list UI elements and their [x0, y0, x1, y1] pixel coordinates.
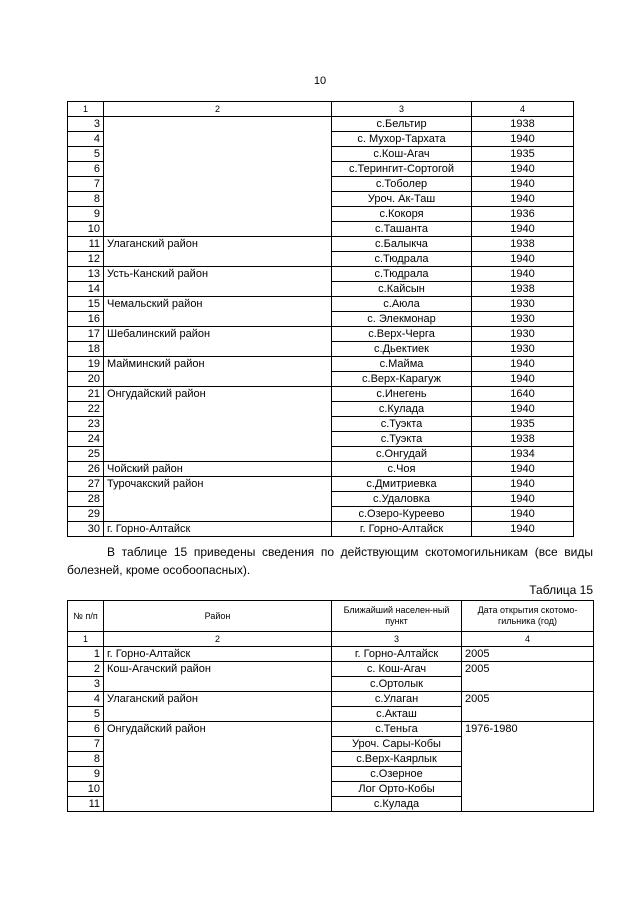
- row-number: 10: [68, 222, 104, 237]
- place-cell: с.Кулада: [332, 402, 472, 417]
- district-cell: [104, 447, 332, 462]
- year-cell: 1935: [472, 417, 574, 432]
- place-cell: с.Верх-Черга: [332, 327, 472, 342]
- place-cell: с.Балыкча: [332, 237, 472, 252]
- date-cell: [462, 737, 594, 752]
- district-cell: Онгудайский район: [104, 387, 332, 402]
- table1-body: [68, 102, 574, 537]
- place-cell: с.Кош-Агач: [332, 147, 472, 162]
- place-cell: с.Кокоря: [332, 207, 472, 222]
- row-number: 9: [68, 767, 104, 782]
- table2-body: [68, 601, 594, 812]
- year-cell: 1940: [472, 522, 574, 537]
- year-cell: 1940: [472, 267, 574, 282]
- header-cell: 1: [68, 102, 104, 117]
- date-cell: [462, 677, 594, 692]
- row-number: 25: [68, 447, 104, 462]
- place-cell: с.Ортолык: [332, 677, 462, 692]
- row-number: 19: [68, 357, 104, 372]
- district-cell: [104, 767, 332, 782]
- date-cell: [462, 752, 594, 767]
- year-cell: 1930: [472, 342, 574, 357]
- year-cell: 1940: [472, 507, 574, 522]
- table-row: [68, 252, 574, 267]
- place-cell: г. Горно-Алтайск: [332, 522, 472, 537]
- table-row: [68, 417, 574, 432]
- place-cell: с.Тоболер: [332, 177, 472, 192]
- district-cell: [104, 162, 332, 177]
- district-cell: [104, 252, 332, 267]
- place-cell: с.Майма: [332, 357, 472, 372]
- date-cell: [462, 782, 594, 797]
- row-number: 11: [68, 797, 104, 812]
- table-row: [68, 342, 574, 357]
- place-cell: с.Терингит-Сортогой: [332, 162, 472, 177]
- row-number: 10: [68, 782, 104, 797]
- row-number: 5: [68, 707, 104, 722]
- table-row: [68, 132, 574, 147]
- row-number: 3: [68, 117, 104, 132]
- row-number: 11: [68, 237, 104, 252]
- table-row: [68, 162, 574, 177]
- header-cell: 4: [462, 632, 594, 647]
- table-row: [68, 677, 594, 692]
- place-cell: с.Акташ: [332, 707, 462, 722]
- date-cell: 2005: [462, 692, 594, 707]
- head-cell: Ближайший населен-ный пункт: [332, 601, 462, 632]
- district-cell: [104, 432, 332, 447]
- district-cell: [104, 342, 332, 357]
- row-number: 14: [68, 282, 104, 297]
- place-cell: с.Тюдрала: [332, 267, 472, 282]
- year-cell: 1938: [472, 117, 574, 132]
- table-burial-sites-historic: [67, 101, 574, 537]
- table-row: [68, 177, 574, 192]
- district-cell: г. Горно-Алтайск: [104, 647, 332, 662]
- row-number: 28: [68, 492, 104, 507]
- place-cell: с.Тюдрала: [332, 252, 472, 267]
- year-cell: 1930: [472, 297, 574, 312]
- row-number: 4: [68, 692, 104, 707]
- row-number: 26: [68, 462, 104, 477]
- row-number: 30: [68, 522, 104, 537]
- district-cell: Чойский район: [104, 462, 332, 477]
- table-row: [68, 282, 574, 297]
- year-cell: 1938: [472, 237, 574, 252]
- table-row: [68, 737, 594, 752]
- place-cell: с.Туэкта: [332, 432, 472, 447]
- row-number: 16: [68, 312, 104, 327]
- header-cell: 4: [472, 102, 574, 117]
- district-cell: Чемальский район: [104, 297, 332, 312]
- row-number: 1: [68, 647, 104, 662]
- row-number: 9: [68, 207, 104, 222]
- table-caption: Таблица 15: [529, 583, 593, 597]
- district-cell: [104, 737, 332, 752]
- table-row: [68, 782, 594, 797]
- table-row: [68, 207, 574, 222]
- row-number: 8: [68, 752, 104, 767]
- table-row: [68, 492, 574, 507]
- table-row: [68, 432, 574, 447]
- place-cell: с.Удаловка: [332, 492, 472, 507]
- year-cell: 1940: [472, 222, 574, 237]
- place-cell: с.Туэкта: [332, 417, 472, 432]
- year-cell: 1930: [472, 327, 574, 342]
- district-cell: Улаганский район: [104, 237, 332, 252]
- district-cell: Турочакский район: [104, 477, 332, 492]
- table-row: [68, 722, 594, 737]
- district-cell: [104, 782, 332, 797]
- page-number: 10: [313, 75, 327, 87]
- row-number: 29: [68, 507, 104, 522]
- district-cell: [104, 312, 332, 327]
- place-cell: с.Озерное: [332, 767, 462, 782]
- row-number: 24: [68, 432, 104, 447]
- row-number: 6: [68, 162, 104, 177]
- table-head-row: [68, 601, 594, 632]
- district-cell: [104, 677, 332, 692]
- year-cell: 1940: [472, 462, 574, 477]
- table-row: [68, 267, 574, 282]
- date-cell: 2005: [462, 647, 594, 662]
- table-row: [68, 797, 594, 812]
- table-row: [68, 507, 574, 522]
- place-cell: с.Верх-Каярлык: [332, 752, 462, 767]
- table-row: [68, 692, 594, 707]
- place-cell: с.Кайсын: [332, 282, 472, 297]
- table-header-row: [68, 632, 594, 647]
- table-row: [68, 707, 594, 722]
- place-cell: с. Кош-Агач: [332, 662, 462, 677]
- date-cell: [462, 707, 594, 722]
- table-row: [68, 447, 574, 462]
- table-row: [68, 522, 574, 537]
- row-number: 21: [68, 387, 104, 402]
- table-row: [68, 147, 574, 162]
- district-cell: [104, 752, 332, 767]
- district-cell: Усть-Канский район: [104, 267, 332, 282]
- header-cell: 2: [104, 632, 332, 647]
- district-cell: Онгудайский район: [104, 722, 332, 737]
- district-cell: Кош-Агачский район: [104, 662, 332, 677]
- table-row: [68, 222, 574, 237]
- table-row: [68, 327, 574, 342]
- row-number: 13: [68, 267, 104, 282]
- row-number: 3: [68, 677, 104, 692]
- row-number: 18: [68, 342, 104, 357]
- year-cell: 1940: [472, 357, 574, 372]
- district-cell: [104, 372, 332, 387]
- date-cell: [462, 797, 594, 812]
- header-cell: 2: [104, 102, 332, 117]
- year-cell: 1938: [472, 432, 574, 447]
- header-cell: 3: [332, 102, 472, 117]
- table-row: [68, 402, 574, 417]
- date-cell: 1976-1980: [462, 722, 594, 737]
- table-row: [68, 192, 574, 207]
- table-header-row: [68, 102, 574, 117]
- date-cell: [462, 767, 594, 782]
- year-cell: 1940: [472, 252, 574, 267]
- table-row: [68, 477, 574, 492]
- year-cell: 1940: [472, 192, 574, 207]
- row-number: 7: [68, 737, 104, 752]
- row-number: 7: [68, 177, 104, 192]
- head-cell: Район: [104, 601, 332, 632]
- district-cell: [104, 222, 332, 237]
- head-cell: Дата открытия скотомо-гильника (год): [462, 601, 594, 632]
- table-row: [68, 462, 574, 477]
- row-number: 17: [68, 327, 104, 342]
- row-number: 2: [68, 662, 104, 677]
- row-number: 15: [68, 297, 104, 312]
- table-row: [68, 312, 574, 327]
- row-number: 6: [68, 722, 104, 737]
- place-cell: с.Аюла: [332, 297, 472, 312]
- place-cell: с.Дьектиек: [332, 342, 472, 357]
- district-cell: [104, 417, 332, 432]
- place-cell: с.Ташанта: [332, 222, 472, 237]
- place-cell: с.Онгудай: [332, 447, 472, 462]
- date-cell: 2005: [462, 662, 594, 677]
- row-number: 20: [68, 372, 104, 387]
- district-cell: [104, 207, 332, 222]
- place-cell: с.Бельтир: [332, 117, 472, 132]
- district-cell: [104, 707, 332, 722]
- year-cell: 1934: [472, 447, 574, 462]
- table-row: [68, 237, 574, 252]
- place-cell: с. Мухор-Тархата: [332, 132, 472, 147]
- district-cell: [104, 177, 332, 192]
- year-cell: 1936: [472, 207, 574, 222]
- district-cell: г. Горно-Алтайск: [104, 522, 332, 537]
- district-cell: Шебалинский район: [104, 327, 332, 342]
- district-cell: Улаганский район: [104, 692, 332, 707]
- place-cell: с.Чоя: [332, 462, 472, 477]
- year-cell: 1940: [472, 477, 574, 492]
- place-cell: с.Верх-Карагуж: [332, 372, 472, 387]
- header-cell: 1: [68, 632, 104, 647]
- place-cell: с.Дмитриевка: [332, 477, 472, 492]
- place-cell: с.Кулада: [332, 797, 462, 812]
- district-cell: Майминский район: [104, 357, 332, 372]
- district-cell: [104, 797, 332, 812]
- table-row: [68, 662, 594, 677]
- place-cell: с. Элекмонар: [332, 312, 472, 327]
- place-cell: Уроч. Ак-Таш: [332, 192, 472, 207]
- head-cell: № п/п: [68, 601, 104, 632]
- place-cell: с.Теньга: [332, 722, 462, 737]
- table-row: [68, 767, 594, 782]
- table-row: [68, 297, 574, 312]
- year-cell: 1930: [472, 312, 574, 327]
- district-cell: [104, 192, 332, 207]
- table-row: [68, 117, 574, 132]
- row-number: 4: [68, 132, 104, 147]
- table-row: [68, 372, 574, 387]
- row-number: 8: [68, 192, 104, 207]
- year-cell: 1940: [472, 132, 574, 147]
- district-cell: [104, 402, 332, 417]
- year-cell: 1940: [472, 402, 574, 417]
- table-row: [68, 647, 594, 662]
- year-cell: 1640: [472, 387, 574, 402]
- district-cell: [104, 147, 332, 162]
- table-row: [68, 357, 574, 372]
- district-cell: [104, 117, 332, 132]
- paragraph-text: В таблице 15 приведены сведения по действующим скотомогильникам (все виды болезней, кроме особоопасных).: [67, 545, 593, 577]
- place-cell: с.Инегень: [332, 387, 472, 402]
- row-number: 27: [68, 477, 104, 492]
- row-number: 5: [68, 147, 104, 162]
- place-cell: с.Улаган: [332, 692, 462, 707]
- district-cell: [104, 507, 332, 522]
- district-cell: [104, 132, 332, 147]
- row-number: 12: [68, 252, 104, 267]
- table-burial-sites-active: [67, 600, 594, 812]
- year-cell: 1940: [472, 177, 574, 192]
- table-row: [68, 387, 574, 402]
- district-cell: [104, 282, 332, 297]
- year-cell: 1938: [472, 282, 574, 297]
- place-cell: г. Горно-Алтайск: [332, 647, 462, 662]
- row-number: 23: [68, 417, 104, 432]
- year-cell: 1940: [472, 162, 574, 177]
- year-cell: 1935: [472, 147, 574, 162]
- year-cell: 1940: [472, 492, 574, 507]
- year-cell: 1940: [472, 372, 574, 387]
- place-cell: Лог Орто-Кобы: [332, 782, 462, 797]
- table-row: [68, 752, 594, 767]
- row-number: 22: [68, 402, 104, 417]
- district-cell: [104, 492, 332, 507]
- place-cell: с.Озеро-Куреево: [332, 507, 472, 522]
- place-cell: Уроч. Сары-Кобы: [332, 737, 462, 752]
- header-cell: 3: [332, 632, 462, 647]
